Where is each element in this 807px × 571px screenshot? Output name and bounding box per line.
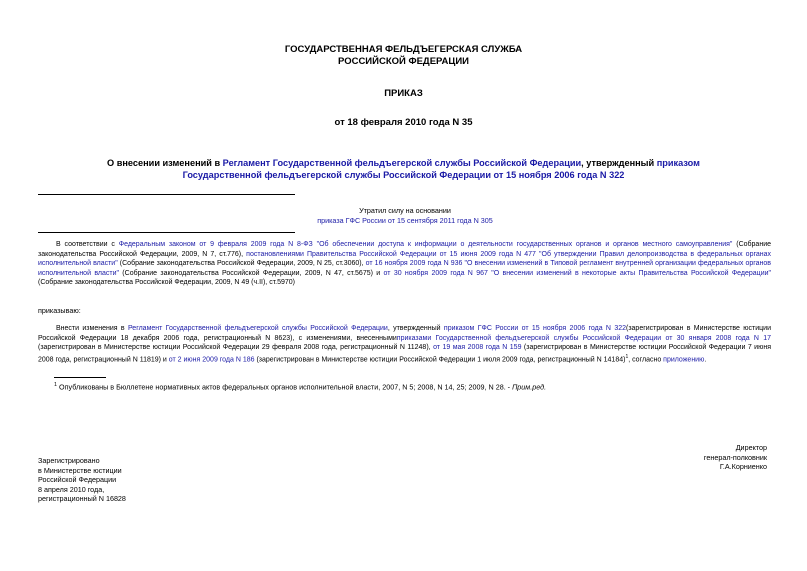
resolution-477-link[interactable]: постановлениями Правительства Российской Федерации от 15 июня 2009 года N 477 "Об утверждении Правил делопроизводства в федеральных органах исполнительной власти" — [38, 250, 772, 268]
registration-line1: Зарегистрировано — [38, 456, 100, 465]
signature-name: Г.А.Корниенко — [719, 462, 767, 472]
order-322-link[interactable]: приказом Государственной фельдъегерской службы Российской Федерации от 15 ноября 2006 года N 322 — [182, 158, 700, 180]
registration-line2: в Министерстве юстиции — [38, 465, 122, 475]
body-paragraph: Внести изменения в Регламент Государственной фельдъегерской службы Российской Федерации, утвержденный приказом ГФС России от 15 ноября 2006 года N 322(зарегистрирован в Министерстве юстиции Российской Федерации 18 декабря 2006 года, регистрационный N 8623), с изменениями, внесеннымиприказами Государственной фельдъегерской службы Российской Федерации от 30 января 2008 года N 17 (зарегистрирован в Министерстве юстиции Российской Федерации 29 февраля 2008 года, регистрационный N 11248), от 19 мая 2008 года N 159 (зарегистрирован в Министерстве юстиции Российской Федерации 7 июня 2008 года, регистрационный N 11819) и от 2 июня 2009 года N 186 (зарегистрирован в Министерстве юстиции Российской Федерации 1 июля 2009 года, регистрационный N 14184)$^1$, согласно приложению. — [38, 325, 771, 364]
order-word: приказываю: — [38, 306, 81, 315]
registration-line5: регистрационный N 16828 — [38, 494, 126, 504]
preamble-paragraph: В соответствии с Федеральным законом от 9 февраля 2009 года N 8-ФЗ "Об обеспечении доступа к информации о деятельности государственных органов и органов местного самоуправления" (Собрание законодательства Российской Федерации, 2009, N 7, ст.776), постановлениями Правительства Российской Федерации от 15 июня 2009 года N 477 "Об утверждении Правил делопроизводства в федеральных органах исполнительной власти" (Собрание законодательства Российской Федерации, 2009, N 25, ст.3060), от 16 ноября 2009 года N 936 "О внесении изменений в Типовой регламент внутренней организации федеральных органов исполнительной власти" (Собрание законодательства Российской Федерации, 2009, N 47, ст.5675) и от 30 ноября 2009 года N 967 "О внесении изменений в некоторые акты Правительства Российской Федерации" (Собрание законодательства Российской Федерации, 2009, N 49 (ч.II), ст.5970) — [38, 241, 772, 287]
body-regulation-link[interactable]: Регламент Государственной фельдъегерской службы Российской Федерации — [127, 325, 388, 332]
registration-line4: 8 апреля 2010 года, — [38, 484, 105, 494]
title-text-1: О внесении изменений в — [107, 158, 223, 168]
separator-line — [38, 194, 295, 195]
footnote-ref: 1 — [625, 353, 629, 360]
org-name-line1: ГОСУДАРСТВЕННАЯ ФЕЛЬДЪЕГЕРСКАЯ СЛУЖБА — [284, 44, 523, 55]
signature-position: Директор — [735, 443, 767, 452]
footnote-text: Опубликованы в Бюллетене нормативных актов федеральных органов исполнительной власти, 2007, N 5; 2008, N 14, 25; 2009, N 28. - — [57, 382, 513, 392]
footnote-separator — [54, 377, 106, 378]
org-name — [0, 44, 807, 68]
org-name-line2: РОССИЙСКОЙ ФЕДЕРАЦИИ — [337, 56, 469, 67]
order-186-link[interactable]: от 2 июня 2009 года N 186 — [168, 356, 255, 364]
repeal-order-link[interactable]: приказа ГФС России от 15 сентября 2011 года N 305 — [317, 215, 493, 225]
resolution-936-link[interactable]: от 16 ноября 2009 года N 936 "О внесении изменений в Типовой регламент внутренней организации федеральных органов исполнительной власти" — [38, 260, 772, 277]
title-text-2: , утвержденный — [581, 158, 657, 168]
status-note — [250, 206, 560, 225]
doc-date-number: от 18 февраля 2010 года N 35 — [334, 117, 473, 128]
registration-block — [38, 456, 126, 504]
doc-type: ПРИКАЗ — [384, 88, 423, 99]
registration-line3: Российской Федерации — [38, 475, 117, 485]
signature-rank: генерал-полковник — [703, 452, 767, 462]
doc-title — [70, 157, 737, 181]
resolution-967-link[interactable]: от 30 ноября 2009 года N 967 "О внесении изменений в некоторые акты Правительства Российской Федерации" — [383, 269, 771, 277]
body-order-322-link[interactable]: приказом ГФС России от 15 ноября 2006 года N 322 — [443, 325, 626, 332]
regulation-link[interactable]: Регламент Государственной фельдъегерской службы Российской Федерации — [222, 158, 582, 168]
order-159-link[interactable]: от 19 мая 2008 года N 159 — [433, 344, 522, 352]
editor-note: Прим.ред. — [512, 382, 547, 392]
status-line: Утратил силу на основании — [359, 206, 451, 215]
footnote — [54, 381, 771, 392]
footnote-mark: 1 — [54, 382, 58, 388]
separator-line-2 — [38, 232, 295, 233]
federal-law-8fz-link[interactable]: Федеральным законом от 9 февраля 2009 года N 8-ФЗ "Об обеспечении доступа к информации о деятельности государственных органов и органов местного самоуправления" — [118, 241, 733, 248]
signature-block — [704, 443, 767, 472]
order-17-link[interactable]: приказами Государственной фельдъегерской службы Российской Федерации от 30 января 2008 года N 17 — [396, 334, 771, 342]
appendix-link[interactable]: приложению — [663, 356, 705, 364]
